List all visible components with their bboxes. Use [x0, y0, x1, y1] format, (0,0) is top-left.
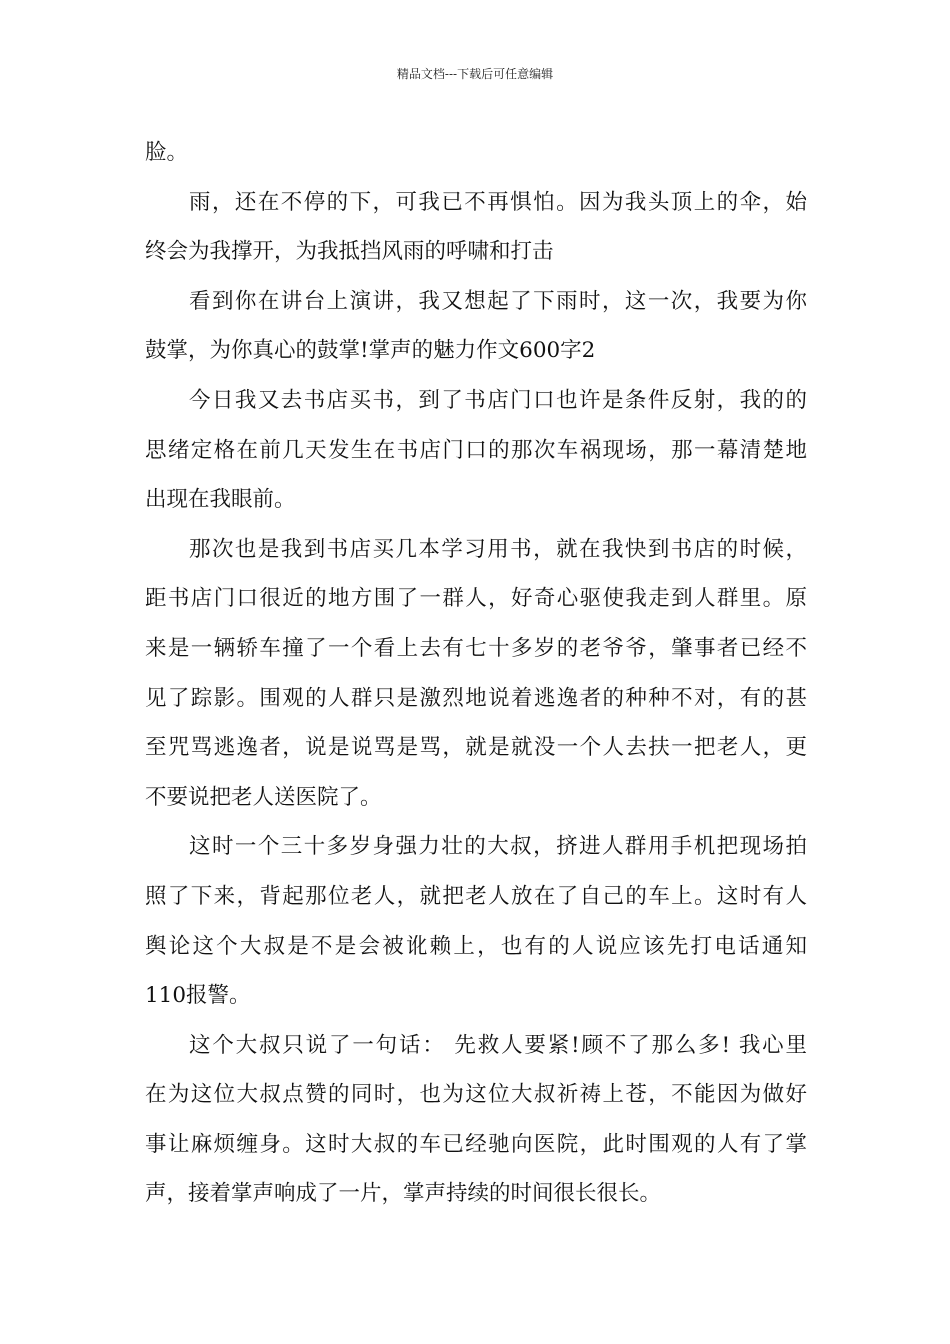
- text-line: 终会为我撑开，为我抵挡风雨的呼啸和打击: [145, 239, 554, 265]
- text-line: 这个大叔只说了一句话： 先救人要紧!顾不了那么多! 我心里: [189, 1032, 807, 1058]
- text-line: 在为这位大叔点赞的同时，也为这位大叔祈祷上苍，不能因为做好: [145, 1082, 807, 1108]
- text-line: 见了踪影。围观的人群只是激烈地说着逃逸者的种种不对，有的甚: [145, 685, 807, 711]
- text-line: 110报警。: [145, 983, 251, 1009]
- text-line: 至咒骂逃逸者，说是说骂是骂，就是就没一个人去扶一把老人，更: [145, 735, 807, 761]
- text-line: 距书店门口很近的地方围了一群人，好奇心驱使我走到人群里。原: [145, 586, 807, 612]
- text-line: 鼓掌，为你真心的鼓掌!掌声的魅力作文600字2: [145, 338, 596, 364]
- document-body: [145, 128, 807, 1219]
- text-line: 那次也是我到书店买几本学习用书，就在我快到书店的时候，: [189, 536, 807, 562]
- text-line: 思绪定格在前几天发生在书店门口的那次车祸现场，那一幕清楚地: [145, 437, 807, 463]
- text-line: 照了下来，背起那位老人，就把老人放在了自己的车上。这时有人: [145, 883, 807, 909]
- text-line: 舆论这个大叔是不是会被讹赖上，也有的人说应该先打电话通知: [145, 933, 807, 959]
- text-line: 来是一辆轿车撞了一个看上去有七十多岁的老爷爷，肇事者已经不: [145, 635, 807, 661]
- text-line: 看到你在讲台上演讲，我又想起了下雨时，这一次，我要为你: [189, 288, 807, 314]
- text-line: 声，接着掌声响成了一片，掌声持续的时间很长很长。: [145, 1181, 662, 1207]
- text-line: 脸。: [145, 140, 189, 165]
- text-line: 这时一个三十多岁身强力壮的大叔，挤进人群用手机把现场拍: [189, 834, 807, 860]
- text-line: 不要说把老人送医院了。: [145, 784, 382, 810]
- text-line: 今日我又去书店买书，到了书店门口也许是条件反射，我的的: [189, 387, 807, 413]
- text-line: 事让麻烦缠身。这时大叔的车已经驰向医院，此时围观的人有了掌: [145, 1131, 807, 1157]
- text-line: 出现在我眼前。: [145, 487, 296, 513]
- page-header: 精品文档---下载后可任意编辑: [396, 67, 554, 81]
- text-line: 雨，还在不停的下，可我已不再惧怕。因为我头顶上的伞，始: [189, 189, 807, 215]
